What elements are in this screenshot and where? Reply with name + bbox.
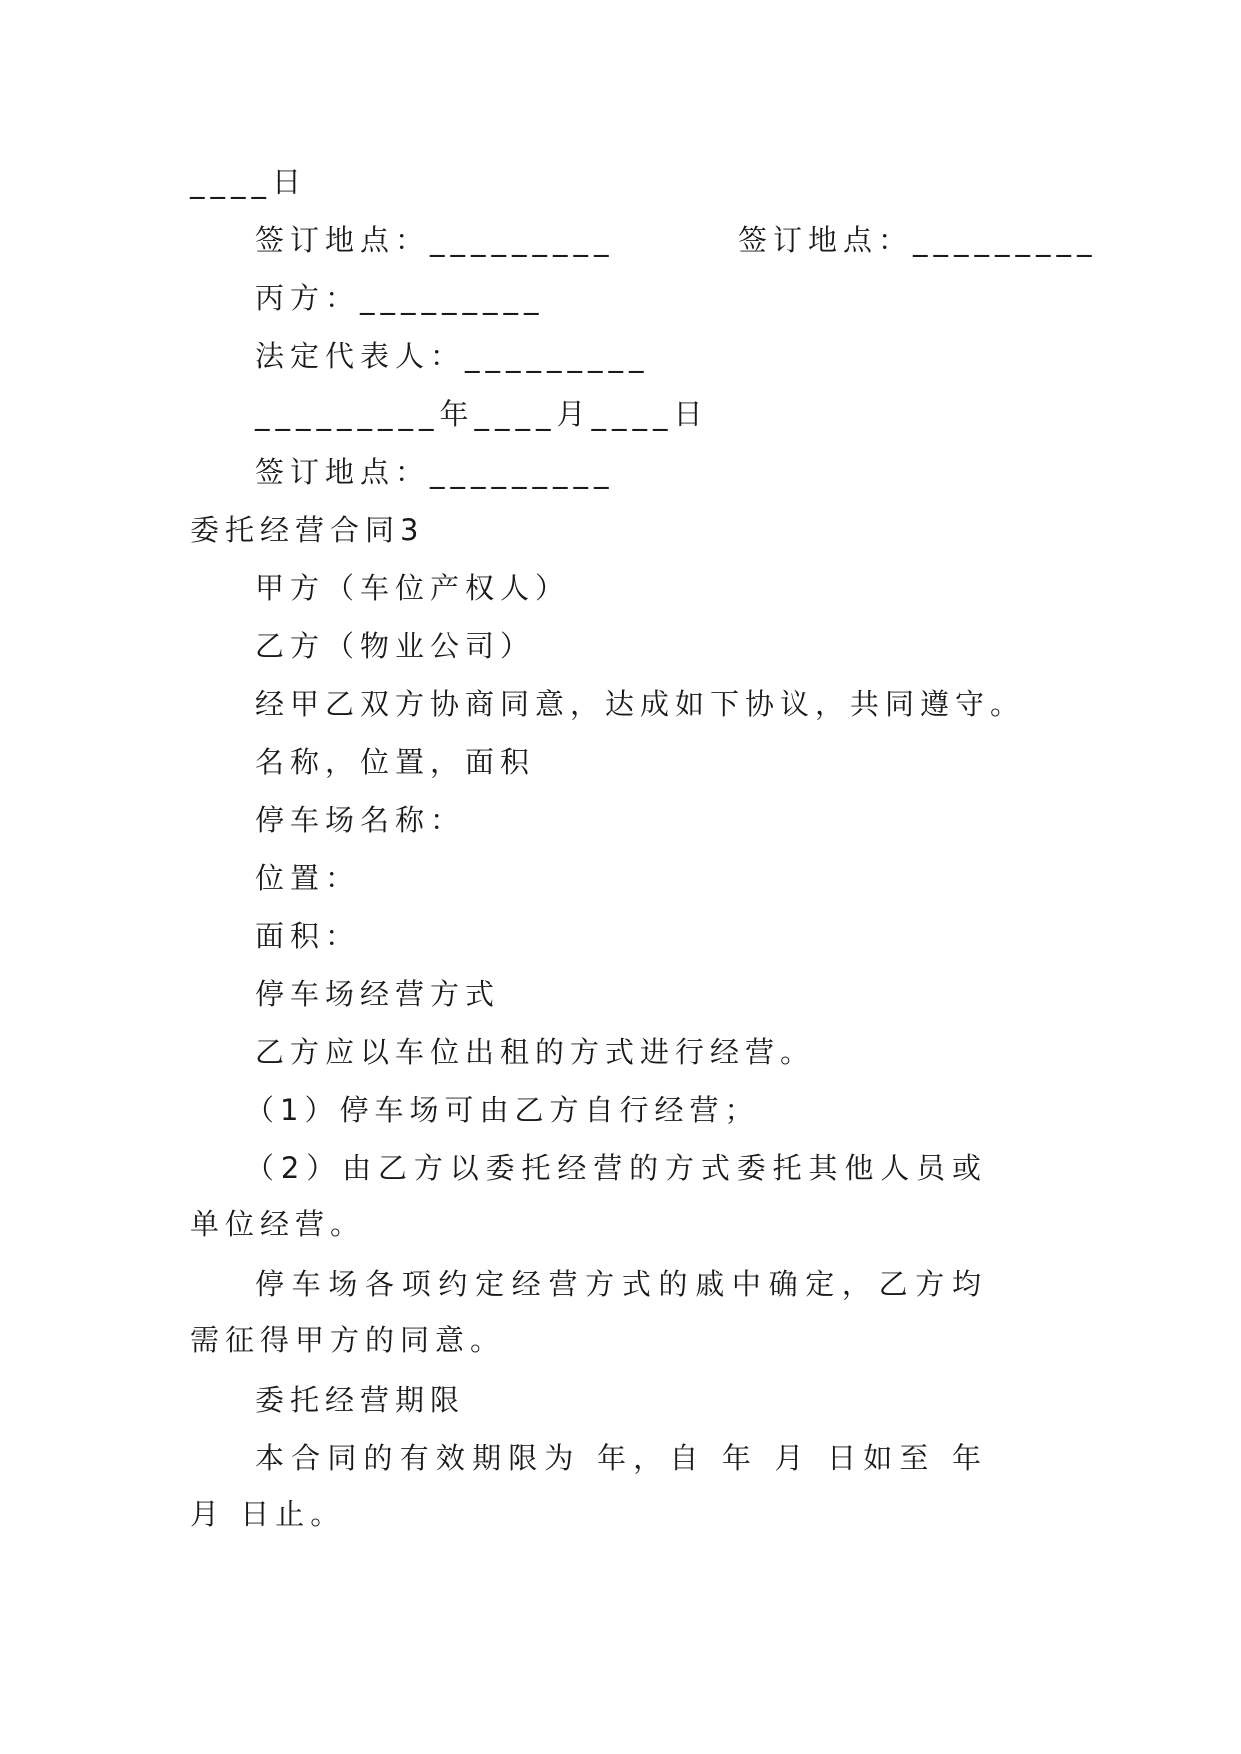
area-field: 面积： (255, 919, 361, 953)
term-clause: 本合同的有效期限为 年，自 年 月 日如至 年 月 日止。 (190, 1441, 987, 1531)
section-name-location-area: 名称，位置，面积 (255, 745, 536, 779)
location-field: 位置： (255, 861, 361, 895)
party-a-line: 甲方（车位产权人） (255, 571, 571, 605)
date-line: _________年____月____日 (255, 397, 709, 431)
contract-heading: 委托经营合同3 (190, 513, 425, 547)
consent-clause: 停车场各项约定经营方式的戚中确定，乙方均需征得甲方的同意。 (190, 1267, 987, 1357)
agreement-intro: 经甲乙双方协商同意，达成如下协议，共同遵守。 (255, 687, 1026, 721)
section-term: 委托经营期限 (255, 1383, 466, 1417)
date-day-line: ____日 (190, 165, 308, 199)
signing-place-party-b: 签订地点：_________ (738, 223, 1098, 257)
legal-representative-line: 法定代表人：_________ (255, 339, 650, 373)
party-b-line: 乙方（物业公司） (255, 629, 536, 663)
party-c-line: 丙方：_________ (255, 281, 545, 315)
signing-place-party-a: 签订地点：_________ (255, 223, 615, 257)
section-operation-mode: 停车场经营方式 (255, 977, 501, 1011)
parking-name-field: 停车场名称： (255, 803, 466, 837)
operation-option-1: （1）停车场可由乙方自行经营； (245, 1093, 760, 1127)
operation-mode-text: 乙方应以车位出租的方式进行经营。 (255, 1035, 816, 1069)
operation-option-2: （2）由乙方以委托经营的方式委托其他人员或单位经营。 (190, 1151, 987, 1241)
signing-place-party-c: 签订地点：_________ (255, 455, 615, 489)
